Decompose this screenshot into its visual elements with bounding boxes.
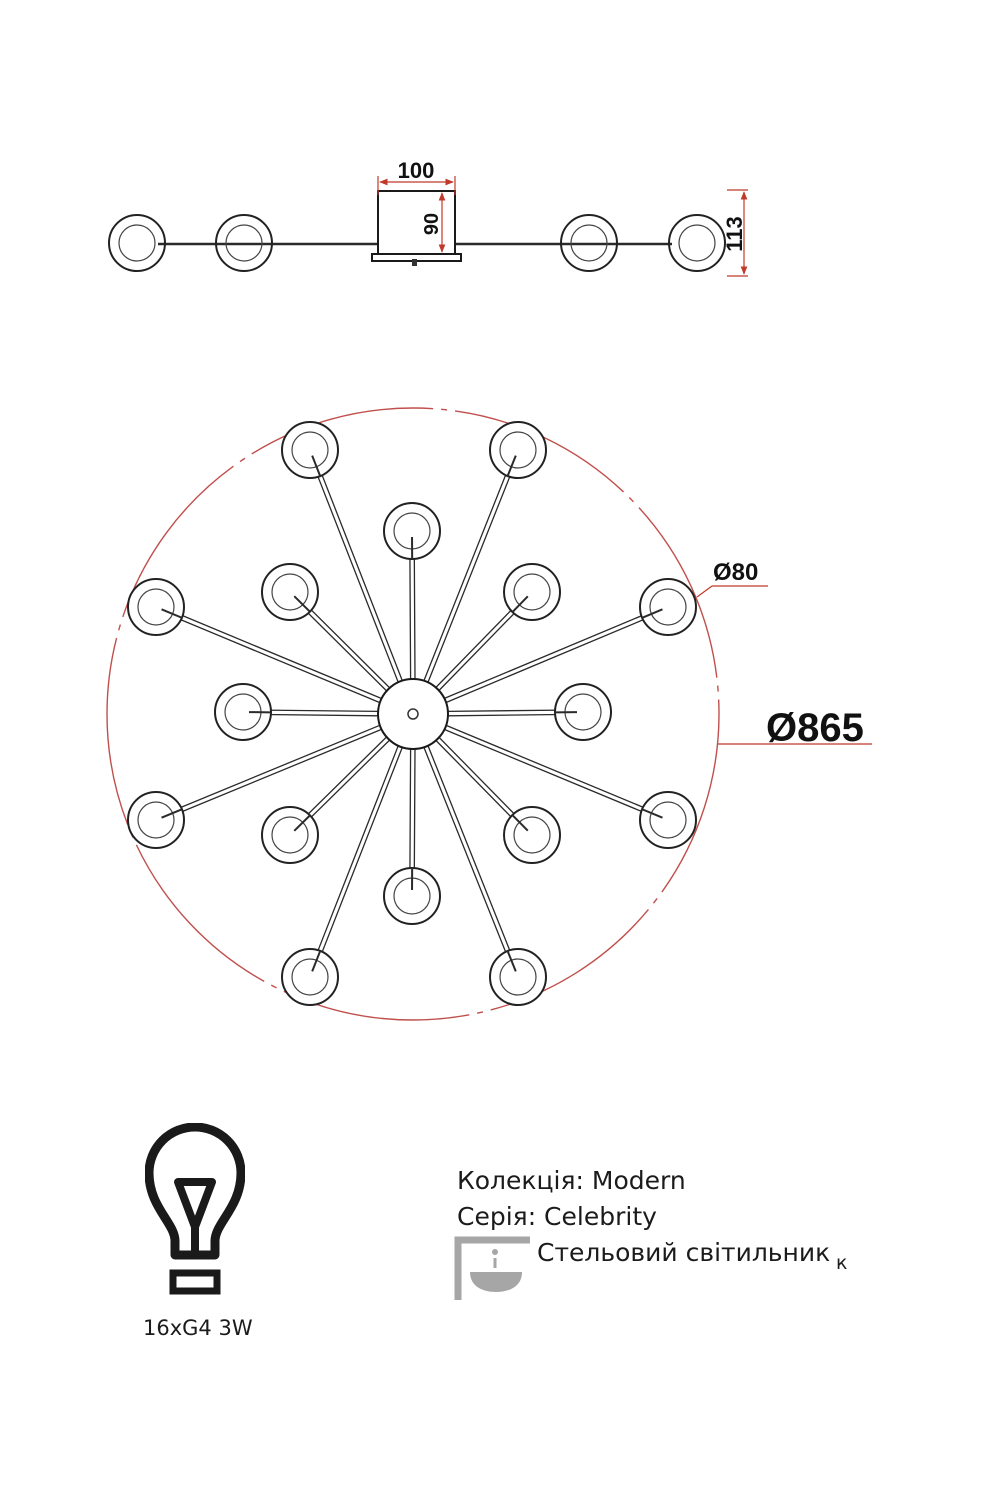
- side-shade-1: [109, 215, 165, 271]
- shade-11: [504, 564, 560, 620]
- side-view: [109, 158, 748, 276]
- side-canopy-box: [378, 191, 455, 254]
- arm-13: [448, 710, 561, 716]
- arm-16: [410, 749, 415, 874]
- shade-3: [128, 579, 184, 635]
- light-bulb-icon: [145, 1123, 245, 1303]
- stray-mark: к: [836, 1252, 848, 1274]
- shade-9: [384, 503, 440, 559]
- side-shade-4: [669, 215, 725, 271]
- shade-16: [384, 868, 440, 924]
- total-height-dimension: [722, 190, 748, 276]
- shade-diameter-label: Ø80: [713, 559, 759, 586]
- arm-12: [265, 710, 378, 716]
- top-view: [107, 408, 872, 1020]
- collection-text: Колекція: Modern: [457, 1166, 686, 1195]
- arm-4: [444, 614, 648, 703]
- shade-13: [555, 684, 611, 740]
- shade-10: [262, 564, 318, 620]
- arm-5: [176, 725, 382, 813]
- width-dimension: [378, 158, 455, 195]
- shade-2: [490, 422, 546, 478]
- arm-9: [410, 553, 415, 679]
- shade-diameter-callout: [697, 559, 768, 597]
- arm-2: [424, 470, 512, 683]
- side-screw: [412, 259, 417, 266]
- lamp-spec: 16xG4 3W: [143, 1316, 253, 1340]
- arm-1: [316, 470, 402, 683]
- shade-14: [262, 807, 318, 863]
- height-label: 90: [421, 212, 443, 236]
- shade-5: [128, 792, 184, 848]
- shade-1: [282, 422, 338, 478]
- ceiling-mount-icon: [452, 1234, 532, 1304]
- series-text: Серія: Celebrity: [457, 1202, 657, 1231]
- arm-3: [176, 613, 382, 702]
- shade-6: [640, 792, 696, 848]
- shade-4: [640, 579, 696, 635]
- center-canopy: [378, 679, 448, 749]
- arm-6: [445, 725, 649, 813]
- arm-7: [316, 746, 402, 958]
- total-height-label: 113: [722, 216, 747, 252]
- width-label: 100: [397, 158, 435, 183]
- overall-diameter-callout: [718, 706, 872, 750]
- overall-diameter-label: Ø865: [766, 706, 864, 750]
- arm-8: [424, 746, 512, 958]
- product-type-text: Стельовий світильник: [537, 1238, 831, 1267]
- shade-15: [504, 807, 560, 863]
- shade-12: [215, 684, 271, 740]
- shade-8: [490, 949, 546, 1005]
- shade-7: [282, 949, 338, 1005]
